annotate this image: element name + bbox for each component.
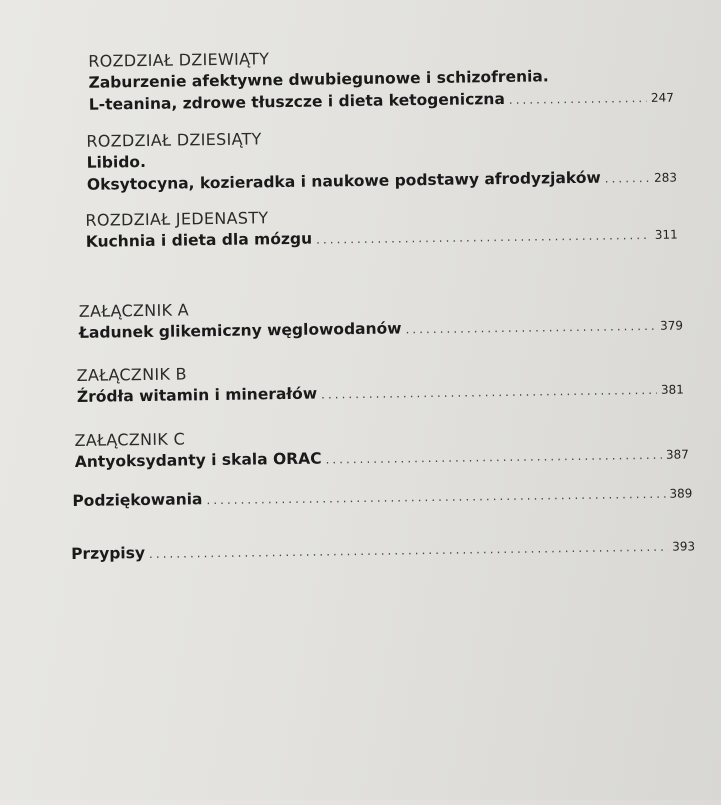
toc-page-number: 393 — [672, 539, 696, 554]
toc-line-text: Zaburzenie afektywne dwubiegunowe i schizofrenia. — [88, 67, 549, 92]
toc-line — [71, 534, 695, 566]
leader-dots — [316, 224, 651, 251]
toc-entry-chapter-9 — [88, 44, 674, 117]
toc-page-number: 389 — [669, 486, 693, 501]
toc-page-number: 283 — [653, 170, 678, 185]
toc-line-text: Libido. — [86, 152, 147, 172]
toc-entry-chapter-11 — [85, 203, 678, 254]
toc-page-number: 379 — [659, 318, 684, 333]
toc-page-number: 387 — [665, 447, 689, 462]
leader-dots — [605, 167, 651, 190]
leader-dots — [321, 379, 657, 406]
toc-line-text: Ładunek glikemiczny węglowodanów — [78, 319, 402, 342]
toc-entry-footnotes — [71, 534, 695, 566]
toc-heading: ROZDZIAŁ DZIEWIĄTY — [88, 49, 270, 71]
toc-entry-appendix-b — [76, 357, 684, 408]
toc-heading: ZAŁĄCZNIK C — [74, 429, 186, 450]
toc-heading: ROZDZIAŁ JEDENASTY — [85, 208, 269, 230]
toc-entry-chapter-10 — [86, 124, 677, 197]
toc-page-number: 311 — [654, 227, 678, 242]
toc-entry-acknowledgements — [72, 481, 692, 513]
toc-entry-appendix-c — [74, 422, 689, 474]
leader-dots — [325, 444, 662, 471]
toc-line-text: L-teanina, zdrowe tłuszcze i dieta ketogeniczna — [88, 89, 505, 114]
leader-dots — [509, 87, 647, 111]
toc-line-text: Oksytocyna, kozieradka i naukowe podstawy afrodyzjaków — [86, 168, 601, 194]
leader-dots — [206, 483, 665, 511]
toc-line-text: Antyoksydanty i skala ORAC — [74, 449, 322, 471]
toc-entry-appendix-a — [79, 293, 684, 344]
toc-heading: ZAŁĄCZNIK B — [76, 364, 188, 385]
toc-line-text: Kuchnia i dieta dla mózgu — [85, 229, 313, 251]
toc-line — [72, 481, 692, 513]
toc-page-number: 247 — [650, 90, 674, 105]
leader-dots — [405, 315, 656, 340]
toc-line-text: Podziękowania — [72, 490, 203, 511]
toc-page-number: 381 — [660, 382, 684, 397]
toc-heading: ROZDZIAŁ DZIESIĄTY — [86, 129, 262, 151]
toc-heading: ZAŁĄCZNIK A — [78, 300, 190, 321]
toc-line-text: Źródła witamin i minerałów — [76, 384, 318, 406]
leader-dots — [149, 536, 668, 565]
toc-line-text: Przypisy — [70, 544, 146, 564]
